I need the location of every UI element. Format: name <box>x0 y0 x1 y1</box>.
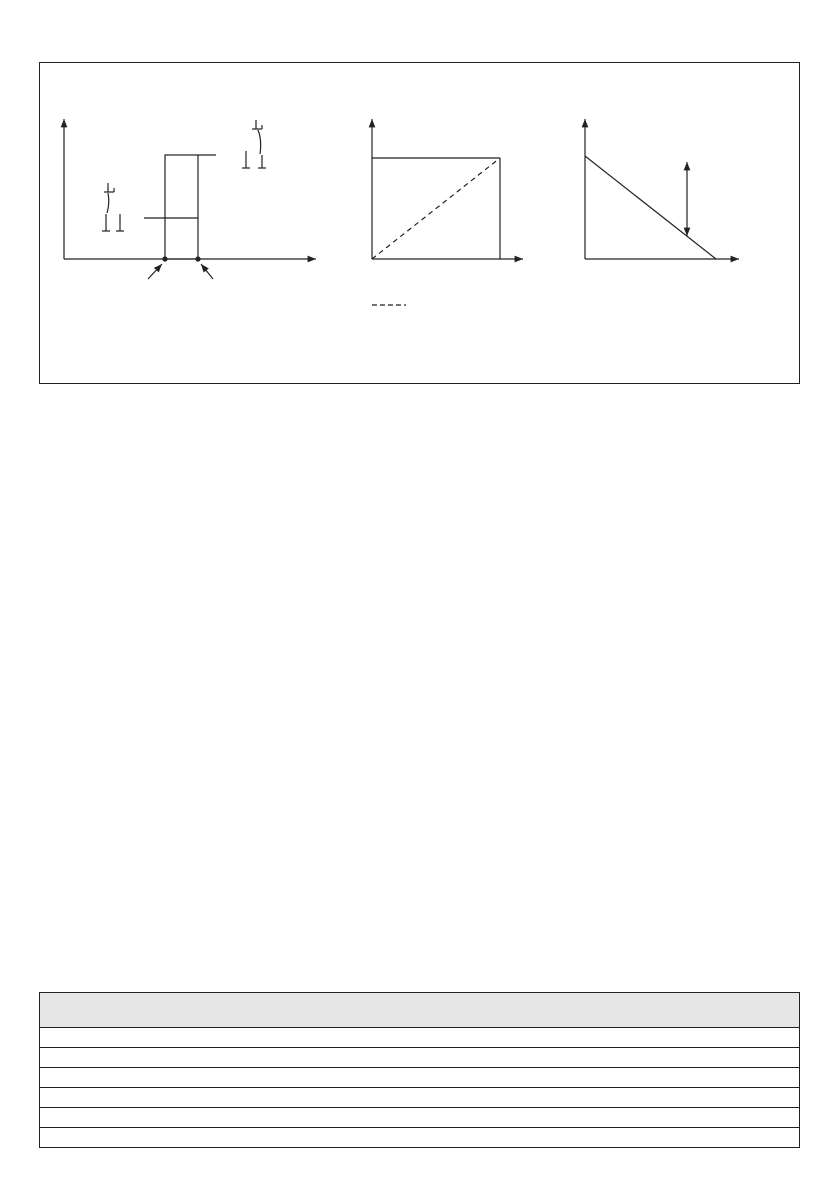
table-row <box>40 1108 800 1128</box>
table-cell <box>40 1028 800 1048</box>
hysteresis-rect <box>165 155 198 259</box>
table-row <box>40 1028 800 1048</box>
panel-switching <box>64 119 316 279</box>
table-row <box>40 1048 800 1068</box>
table-cell <box>40 1068 800 1088</box>
contact-open-icon <box>102 183 124 231</box>
table-cell <box>40 1088 800 1108</box>
characteristics-diagram <box>0 0 840 400</box>
falling-line <box>585 156 716 259</box>
switch-point-2 <box>196 257 200 261</box>
table-cell <box>40 1108 800 1128</box>
panel-falling <box>585 119 739 259</box>
panel-linear <box>372 119 523 305</box>
pointer-arrow-1 <box>148 264 162 279</box>
data-table <box>39 992 800 1148</box>
switch-point-1 <box>163 257 167 261</box>
contact-closed-icon <box>242 120 266 168</box>
table-header-row <box>40 993 800 1028</box>
table-row <box>40 1088 800 1108</box>
table-row <box>40 1068 800 1088</box>
table-header-cell <box>40 993 800 1028</box>
table-cell <box>40 1128 800 1148</box>
pointer-arrow-2 <box>201 264 213 279</box>
table-cell <box>40 1048 800 1068</box>
table-row <box>40 1128 800 1148</box>
linear-dashed-line <box>372 158 500 259</box>
